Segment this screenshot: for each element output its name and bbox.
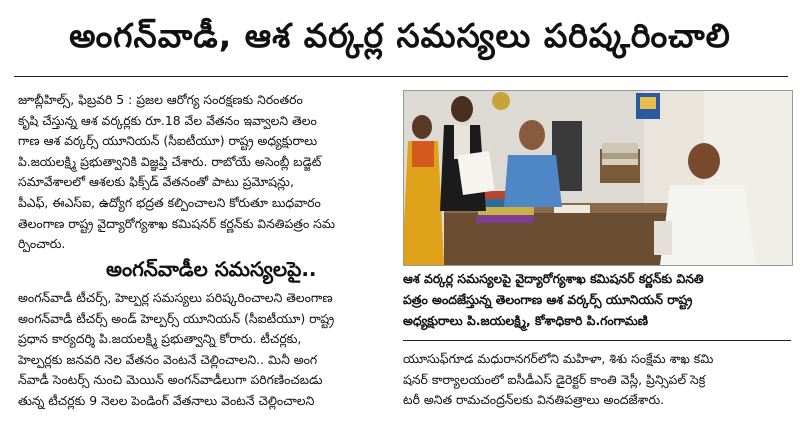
text-line: ప్రధాన కార్యదర్శి పి.జయలక్ష్మి ప్రభుత్వాన్ని కోరారు. టీచర్లకు, [18, 331, 302, 347]
text-line: టరీ అనిత రామచంద్రన్‌లకు వినతిపత్రాలు అందజేశారు. [403, 392, 665, 408]
text-line: గాణ ఆశ వర్కర్స్‌ యూనియన్‌ (సీఐటీయూ) రాష్ట్ర అధ్యక్షురాలు [18, 133, 318, 149]
text-line: జూబ్లీహిల్స్‌, ఫిబ్రవరి 5 : ప్రజల ఆరోగ్య సంరక్షణకు నిరంతరం [18, 92, 303, 107]
text-line: తెలంగాణ రాష్ట్ర వైద్యారోగ్యశాఖ కమిషనర్‌ కర్ణన్‌కు వినతిపత్రం సమ [18, 215, 335, 231]
anganwadi-paragraph [18, 288, 394, 412]
subheading: అంగన్‌వాడీల సమస్యలపై.. [106, 257, 317, 281]
text-line: అంగన్‌వాడీ టీచర్స్‌, హెల్పర్ల సమస్యలు పరిష్కరించాలని తెలంగాణ [18, 290, 333, 305]
text-line: తున్న టీచర్లకు 9 నెలల పెండింగ్‌ వేతనాలు వెంటనే చెల్లించాలని [18, 392, 315, 408]
text-line: యూసుఫ్‌గూడ మధురానగర్‌లోని మహిళా, శిశు సంక్షేమ శాఖ కమి [403, 351, 714, 366]
text-line: షనర్‌ కార్యాలయంలో ఐసీడీఎస్‌ డైరెక్టర్‌ కాంతి వెస్లీ, ప్రిన్సిపల్‌ సెక్ర [403, 371, 706, 387]
headline: అంగన్‌వాడీ, ఆశ వర్కర్ల సమస్యలు పరిష్కరించాలి [69, 16, 731, 55]
caption-line: ఆశ వర్కర్ల సమస్యలపై వైద్యారోగ్యశాఖ కమిషనర్‌ కర్ణన్‌కు వినతి [403, 271, 704, 286]
right-paragraph [403, 349, 793, 411]
text-line: న్‌వాడీ సెంటర్స్‌ నుంచి మెయిన్‌ అంగన్‌వాడీలుగా పరిగణించబడు [18, 372, 323, 388]
text-line: పీఎఫ్‌, ఈఎస్‌ఐ, ఉద్యోగ భద్రత కల్పించాలని కోరుతూ బుధవారం [18, 194, 321, 210]
photo-caption [403, 268, 793, 331]
text-line: సమావేశాలలో ఆశలకు ఫిక్స్‌డ్‌ వేతనంతో పాటు ప్రమోషన్లు, [18, 174, 294, 190]
article-photo [403, 90, 793, 266]
text-line: కృషి చేస్తున్న ఆశ వర్కర్లకు రూ.18 వేల వేతనం ఇవ్వాలని తెలం [18, 112, 317, 128]
caption-rule [403, 340, 791, 341]
caption-line: పత్రం అందజేస్తున్న తెలంగాణ ఆశ వర్కర్స్‌ యూనియన్‌ రాష్ట్ర [403, 292, 693, 307]
text-line: అంగన్‌వాడీ టీచర్స్‌ అండ్‌ హెల్పర్స్‌ యూనియన్‌ (సీఐటీయూ) రాష్ట్ర [18, 310, 335, 326]
text-line: హెల్పర్లకు జనవరి నెల వేతనం వెంటనే చెల్లించాలని.. మినీ అంగ [18, 351, 318, 367]
caption-line: అధ్యక్షురాలు పి.జయలక్ష్మి, కోశాధికారి పి.గంగామణి [403, 313, 649, 328]
intro-paragraph [18, 90, 394, 255]
text-line: పి.జయలక్ష్మి ప్రభుత్వానికి విజ్ఞప్తి చేశారు. రాబోయే అసెంబ్లీ బడ్జెట్‌ [18, 153, 322, 169]
text-line: ర్పించారు. [18, 236, 66, 252]
headline-rule [14, 76, 788, 77]
